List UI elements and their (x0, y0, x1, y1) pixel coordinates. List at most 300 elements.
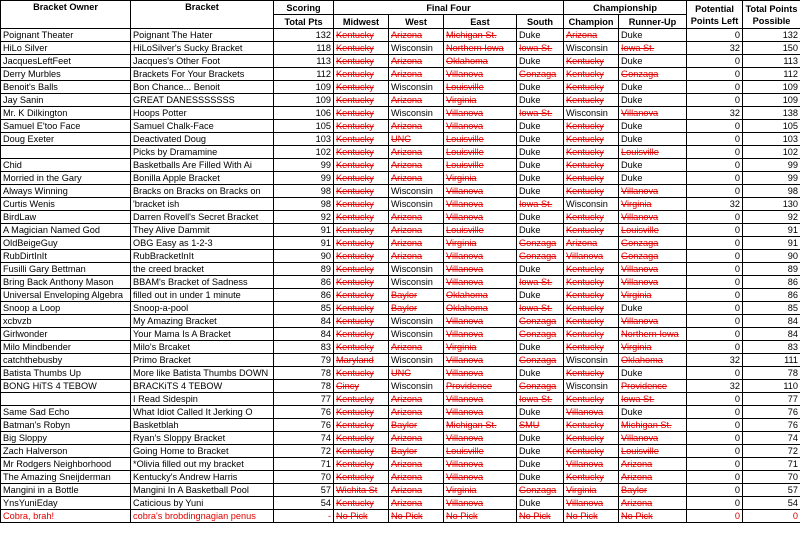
midwest-pick-cell: Kentucky (334, 133, 389, 146)
west-pick-cell: UNC (389, 367, 444, 380)
bracket-name-cell: Ryan's Sloppy Bracket (131, 432, 274, 445)
south-pick-cell: Iowa St. (517, 393, 564, 406)
east-pick-cell: Villanova (444, 315, 517, 328)
owner-cell: The Amazing Sneijderman (1, 471, 131, 484)
total-possible-cell: 99 (743, 172, 800, 185)
owner-cell: Derry Murbles (1, 68, 131, 81)
west-pick-cell: Arizona (389, 341, 444, 354)
midwest-pick-cell: Kentucky (334, 159, 389, 172)
east-pick-cell: Villanova (444, 276, 517, 289)
west-pick-cell: Arizona (389, 211, 444, 224)
owner-cell (1, 146, 131, 159)
bracket-name-cell: Snoop-a-pool (131, 302, 274, 315)
west-pick-cell: Arizona (389, 55, 444, 68)
south-pick-cell: Duke (517, 367, 564, 380)
table-row (1, 68, 800, 81)
runner-up-pick-cell: Louisville (619, 146, 687, 159)
west-pick-cell: Arizona (389, 432, 444, 445)
bracket-name-cell: Bonilla Apple Bracket (131, 172, 274, 185)
west-pick-cell: Wisconsin (389, 81, 444, 94)
owner-cell: Morried in the Gary (1, 172, 131, 185)
total-pts-cell: 118 (274, 42, 334, 55)
potential-points-cell: 0 (687, 432, 743, 445)
potential-points-cell: 0 (687, 341, 743, 354)
table-row (1, 42, 800, 55)
midwest-pick-cell: Kentucky (334, 172, 389, 185)
potential-points-cell: 0 (687, 471, 743, 484)
table-row (1, 419, 800, 432)
total-possible-cell: 109 (743, 81, 800, 94)
champion-pick-cell: Kentucky (564, 211, 619, 224)
total-possible-cell: 54 (743, 497, 800, 510)
owner-cell: Fusilli Gary Bettman (1, 263, 131, 276)
east-pick-cell: Louisville (444, 224, 517, 237)
total-possible-cell: 109 (743, 94, 800, 107)
total-possible-cell: 111 (743, 354, 800, 367)
runner-up-pick-cell: Duke (619, 94, 687, 107)
potential-points-cell: 32 (687, 198, 743, 211)
east-pick-cell: Villanova (444, 497, 517, 510)
total-pts-cell: 98 (274, 198, 334, 211)
owner-cell: OldBeigeGuy (1, 237, 131, 250)
midwest-pick-cell: Kentucky (334, 224, 389, 237)
potential-points-cell: 0 (687, 81, 743, 94)
championship-header: Championship (564, 1, 687, 15)
owner-cell: Curtis Wenis (1, 198, 131, 211)
bracket-name-cell: More like Batista Thumbs DOWN (131, 367, 274, 380)
total-pts-header: Total Pts (274, 15, 334, 29)
south-pick-cell: Gonzaga (517, 237, 564, 250)
table-row (1, 445, 800, 458)
south-pick-cell: Duke (517, 289, 564, 302)
bracket-name-cell: Poignant The Hater (131, 29, 274, 42)
south-pick-cell: Duke (517, 81, 564, 94)
south-pick-cell: Gonzaga (517, 315, 564, 328)
table-row (1, 289, 800, 302)
runner-up-pick-cell: Villanova (619, 315, 687, 328)
total-pts-cell: 99 (274, 159, 334, 172)
potential-points-cell: 0 (687, 224, 743, 237)
champion-pick-cell: Kentucky (564, 341, 619, 354)
total-pts-cell: 109 (274, 81, 334, 94)
bracket-name-cell: Kentucky's Andrew Harris (131, 471, 274, 484)
south-pick-cell: Gonzaga (517, 354, 564, 367)
east-pick-cell: Villanova (444, 198, 517, 211)
midwest-pick-cell: Wichita St (334, 484, 389, 497)
west-pick-cell: Arizona (389, 237, 444, 250)
bracket-name-cell: Primo Bracket (131, 354, 274, 367)
potential-points-cell: 0 (687, 393, 743, 406)
runner-up-pick-cell: Virginia (619, 198, 687, 211)
champion-pick-cell: Kentucky (564, 81, 619, 94)
bracket-name-cell: Picks by Dramamine (131, 146, 274, 159)
runner-up-pick-cell: Iowa St. (619, 393, 687, 406)
total-possible-cell: 76 (743, 406, 800, 419)
total-pts-cell: 84 (274, 328, 334, 341)
west-pick-cell: Arizona (389, 120, 444, 133)
total-possible-cell: 99 (743, 159, 800, 172)
table-row (1, 159, 800, 172)
midwest-pick-cell: Kentucky (334, 406, 389, 419)
table-row (1, 276, 800, 289)
south-pick-cell: Duke (517, 55, 564, 68)
table-row (1, 211, 800, 224)
owner-cell: Zach Halverson (1, 445, 131, 458)
table-row (1, 120, 800, 133)
total-pts-cell: 72 (274, 445, 334, 458)
total-pts-cell: 89 (274, 263, 334, 276)
east-header: East (444, 15, 517, 29)
west-pick-cell: Wisconsin (389, 276, 444, 289)
west-pick-cell: Wisconsin (389, 328, 444, 341)
potential-points-cell: 0 (687, 367, 743, 380)
champion-pick-cell: Arizona (564, 29, 619, 42)
west-pick-cell: Arizona (389, 497, 444, 510)
total-possible-cell: 86 (743, 276, 800, 289)
south-pick-cell: Duke (517, 185, 564, 198)
south-pick-cell: Duke (517, 172, 564, 185)
potential-points-cell: 32 (687, 354, 743, 367)
champion-pick-cell: Kentucky (564, 263, 619, 276)
south-pick-cell: Gonzaga (517, 484, 564, 497)
midwest-pick-cell: No Pick (334, 510, 389, 523)
midwest-pick-cell: Kentucky (334, 237, 389, 250)
owner-cell: RubDirtInIt (1, 250, 131, 263)
total-possible-cell: 72 (743, 445, 800, 458)
champion-pick-cell: Kentucky (564, 419, 619, 432)
runner-up-pick-cell: Duke (619, 120, 687, 133)
south-pick-cell: Duke (517, 133, 564, 146)
west-pick-cell: Baylor (389, 302, 444, 315)
total-possible-cell: 130 (743, 198, 800, 211)
table-row (1, 107, 800, 120)
runner-up-pick-cell: Louisville (619, 445, 687, 458)
east-pick-cell: Louisville (444, 81, 517, 94)
table-row (1, 380, 800, 393)
south-header: South (517, 15, 564, 29)
total-pts-cell: 91 (274, 237, 334, 250)
table-row (1, 237, 800, 250)
runner-up-pick-cell: Arizona (619, 471, 687, 484)
total-possible-cell: 98 (743, 185, 800, 198)
midwest-header: Midwest (334, 15, 389, 29)
east-pick-cell: Villanova (444, 68, 517, 81)
total-possible-cell: 102 (743, 146, 800, 159)
runner-up-header: Runner-Up (619, 15, 687, 29)
total-possible-cell: 90 (743, 250, 800, 263)
east-pick-cell: Michigan St. (444, 419, 517, 432)
bracket-name-cell: Samuel Chalk-Face (131, 120, 274, 133)
total-pts-cell: 84 (274, 315, 334, 328)
south-pick-cell: Duke (517, 497, 564, 510)
potential-points-cell: 0 (687, 159, 743, 172)
west-pick-cell: Baylor (389, 419, 444, 432)
east-pick-cell: Virginia (444, 172, 517, 185)
total-pts-cell: 105 (274, 120, 334, 133)
west-pick-cell: Arizona (389, 29, 444, 42)
east-pick-cell: No Pick (444, 510, 517, 523)
potential-points-cell: 0 (687, 328, 743, 341)
runner-up-pick-cell: Duke (619, 133, 687, 146)
bracket-name-cell: Caticious by Yuni (131, 497, 274, 510)
table-row (1, 133, 800, 146)
west-pick-cell: Arizona (389, 172, 444, 185)
table-row (1, 94, 800, 107)
west-pick-cell: Arizona (389, 146, 444, 159)
champion-pick-cell: Kentucky (564, 185, 619, 198)
total-pts-cell: - (274, 510, 334, 523)
total-pts-cell: 54 (274, 497, 334, 510)
runner-up-pick-cell: Arizona (619, 497, 687, 510)
east-pick-cell: Northern Iowa (444, 42, 517, 55)
total-pts-cell: 85 (274, 302, 334, 315)
south-pick-cell: Duke (517, 159, 564, 172)
south-pick-cell: Duke (517, 120, 564, 133)
midwest-pick-cell: Kentucky (334, 458, 389, 471)
east-pick-cell: Virginia (444, 94, 517, 107)
midwest-pick-cell: Kentucky (334, 211, 389, 224)
table-row (1, 315, 800, 328)
midwest-pick-cell: Kentucky (334, 42, 389, 55)
midwest-pick-cell: Kentucky (334, 120, 389, 133)
south-pick-cell: Duke (517, 445, 564, 458)
bracket-name-cell: Your Mama Is A Bracket (131, 328, 274, 341)
potential-points-cell: 0 (687, 133, 743, 146)
champion-pick-cell: Kentucky (564, 315, 619, 328)
total-possible-cell: 132 (743, 29, 800, 42)
west-pick-cell: Wisconsin (389, 42, 444, 55)
midwest-pick-cell: Kentucky (334, 263, 389, 276)
table-row (1, 432, 800, 445)
bracket-name-cell: BRACKiTS 4 TEBOW (131, 380, 274, 393)
west-pick-cell: Arizona (389, 68, 444, 81)
total-pts-cell: 83 (274, 341, 334, 354)
south-pick-cell: Duke (517, 29, 564, 42)
west-pick-cell: Wisconsin (389, 354, 444, 367)
total-possible-cell: 76 (743, 419, 800, 432)
total-possible-cell: 78 (743, 367, 800, 380)
total-pts-cell: 91 (274, 224, 334, 237)
total-possible-cell: 110 (743, 380, 800, 393)
east-pick-cell: Villanova (444, 367, 517, 380)
runner-up-pick-cell: Duke (619, 302, 687, 315)
table-row (1, 250, 800, 263)
owner-cell: catchthebusby (1, 354, 131, 367)
table-row (1, 224, 800, 237)
owner-cell: JacquesLeftFeet (1, 55, 131, 68)
table-row (1, 367, 800, 380)
east-pick-cell: Villanova (444, 393, 517, 406)
east-pick-cell: Villanova (444, 120, 517, 133)
south-pick-cell: Duke (517, 432, 564, 445)
bracket-name-cell: Basketballs Are Filled With Ai (131, 159, 274, 172)
total-pts-cell: 78 (274, 380, 334, 393)
total-possible-cell: 83 (743, 341, 800, 354)
table-row (1, 185, 800, 198)
potential-points-cell: 0 (687, 55, 743, 68)
owner-cell: xcbvzb (1, 315, 131, 328)
potential-points-cell: 0 (687, 263, 743, 276)
total-possible-cell: 112 (743, 68, 800, 81)
owner-header: Bracket Owner (1, 1, 131, 29)
total-pts-cell: 102 (274, 146, 334, 159)
runner-up-pick-cell: Villanova (619, 211, 687, 224)
owner-cell: Jay Sanin (1, 94, 131, 107)
total-possible-cell: 113 (743, 55, 800, 68)
midwest-pick-cell: Kentucky (334, 289, 389, 302)
south-pick-cell: Iowa St. (517, 276, 564, 289)
table-row (1, 354, 800, 367)
total-possible-cell: 71 (743, 458, 800, 471)
total-pts-cell: 132 (274, 29, 334, 42)
potential-points-cell: 32 (687, 42, 743, 55)
west-pick-cell: Arizona (389, 458, 444, 471)
east-pick-cell: Villanova (444, 432, 517, 445)
owner-cell: Snoop a Loop (1, 302, 131, 315)
west-pick-cell: Arizona (389, 159, 444, 172)
west-pick-cell: Baylor (389, 289, 444, 302)
champion-pick-cell: Villanova (564, 458, 619, 471)
runner-up-pick-cell: Duke (619, 81, 687, 94)
west-pick-cell: Arizona (389, 250, 444, 263)
south-pick-cell: Gonzaga (517, 328, 564, 341)
bracket-name-cell: Brackets For Your Brackets (131, 68, 274, 81)
total-pts-cell: 109 (274, 94, 334, 107)
owner-cell: Samuel E'too Face (1, 120, 131, 133)
east-pick-cell: Louisville (444, 159, 517, 172)
west-pick-cell: Arizona (389, 406, 444, 419)
owner-cell: HiLo Silver (1, 42, 131, 55)
owner-cell: Batman's Robyn (1, 419, 131, 432)
potential-points-cell: 0 (687, 497, 743, 510)
owner-cell: BirdLaw (1, 211, 131, 224)
total-pts-cell: 77 (274, 393, 334, 406)
potential-points-cell: 0 (687, 419, 743, 432)
total-pts-cell: 106 (274, 107, 334, 120)
south-pick-cell: Gonzaga (517, 250, 564, 263)
owner-cell: Always Winning (1, 185, 131, 198)
total-pts-cell: 86 (274, 289, 334, 302)
bracket-name-cell: My Amazing Bracket (131, 315, 274, 328)
champion-header: Champion (564, 15, 619, 29)
total-possible-cell: 86 (743, 289, 800, 302)
west-pick-cell: No Pick (389, 510, 444, 523)
east-pick-cell: Oklahoma (444, 302, 517, 315)
champion-pick-cell: Villanova (564, 250, 619, 263)
midwest-pick-cell: Kentucky (334, 432, 389, 445)
east-pick-cell: Virginia (444, 341, 517, 354)
table-row (1, 406, 800, 419)
east-pick-cell: Louisville (444, 133, 517, 146)
champion-pick-cell: Villanova (564, 497, 619, 510)
runner-up-pick-cell: Villanova (619, 276, 687, 289)
south-pick-cell: Iowa St. (517, 42, 564, 55)
runner-up-pick-cell: Arizona (619, 458, 687, 471)
potential-points-cell: 0 (687, 211, 743, 224)
west-pick-cell: Wisconsin (389, 380, 444, 393)
bracket-name-cell: Mangini In A Basketball Pool (131, 484, 274, 497)
bracket-name-cell: BBAM's Bracket of Sadness (131, 276, 274, 289)
table-row (1, 458, 800, 471)
total-pts-cell: 98 (274, 185, 334, 198)
table-row (1, 146, 800, 159)
runner-up-pick-cell: Gonzaga (619, 250, 687, 263)
south-pick-cell: Duke (517, 211, 564, 224)
champion-pick-cell: Kentucky (564, 55, 619, 68)
south-pick-cell: Iowa St. (517, 198, 564, 211)
potential-points-cell: 0 (687, 445, 743, 458)
table-body (1, 29, 800, 523)
scoring-header: Scoring (274, 1, 334, 15)
champion-pick-cell: Wisconsin (564, 107, 619, 120)
table-row (1, 263, 800, 276)
potential-points-cell: 0 (687, 484, 743, 497)
runner-up-pick-cell: Providence (619, 380, 687, 393)
south-pick-cell: Duke (517, 406, 564, 419)
champion-pick-cell: Kentucky (564, 133, 619, 146)
east-pick-cell: Villanova (444, 211, 517, 224)
owner-cell: Bring Back Anthony Mason (1, 276, 131, 289)
total-possible-cell: 84 (743, 328, 800, 341)
bracket-name-cell: They Alive Dammit (131, 224, 274, 237)
total-pts-cell: 103 (274, 133, 334, 146)
south-pick-cell: SMU (517, 419, 564, 432)
owner-cell: Girlwonder (1, 328, 131, 341)
midwest-pick-cell: Kentucky (334, 81, 389, 94)
midwest-pick-cell: Kentucky (334, 107, 389, 120)
total-possible-cell: 89 (743, 263, 800, 276)
bracket-name-cell: Bon Chance... Benoit (131, 81, 274, 94)
south-pick-cell: Duke (517, 94, 564, 107)
east-pick-cell: Virginia (444, 237, 517, 250)
bracket-name-cell: GREAT DANESSSSSSS (131, 94, 274, 107)
total-possible-cell: 91 (743, 237, 800, 250)
runner-up-pick-cell: Villanova (619, 432, 687, 445)
total-possible-cell: 138 (743, 107, 800, 120)
owner-cell: Poignant Theater (1, 29, 131, 42)
total-possible-cell: 103 (743, 133, 800, 146)
midwest-pick-cell: Kentucky (334, 497, 389, 510)
midwest-pick-cell: Kentucky (334, 146, 389, 159)
bracket-name-cell: What Idiot Called It Jerking O (131, 406, 274, 419)
table-row (1, 341, 800, 354)
midwest-pick-cell: Kentucky (334, 471, 389, 484)
south-pick-cell: Duke (517, 224, 564, 237)
potential-points-cell: 0 (687, 185, 743, 198)
total-possible-cell: 57 (743, 484, 800, 497)
runner-up-pick-cell: Gonzaga (619, 68, 687, 81)
total-possible-cell: 74 (743, 432, 800, 445)
table-row (1, 198, 800, 211)
runner-up-pick-cell: Duke (619, 367, 687, 380)
table-row (1, 172, 800, 185)
potential-points-cell: 0 (687, 289, 743, 302)
champion-pick-cell: Virginia (564, 484, 619, 497)
owner-cell: BONG HiTS 4 TEBOW (1, 380, 131, 393)
potential-points-cell: 0 (687, 29, 743, 42)
midwest-pick-cell: Maryland (334, 354, 389, 367)
champion-pick-cell: Kentucky (564, 367, 619, 380)
east-pick-cell: Villanova (444, 250, 517, 263)
east-pick-cell: Villanova (444, 185, 517, 198)
west-pick-cell: Wisconsin (389, 198, 444, 211)
table-row (1, 471, 800, 484)
owner-cell: A Magician Named God (1, 224, 131, 237)
potential-points-cell: 0 (687, 315, 743, 328)
midwest-pick-cell: Kentucky (334, 94, 389, 107)
champion-pick-cell: Kentucky (564, 302, 619, 315)
potential-points-cell: 0 (687, 172, 743, 185)
